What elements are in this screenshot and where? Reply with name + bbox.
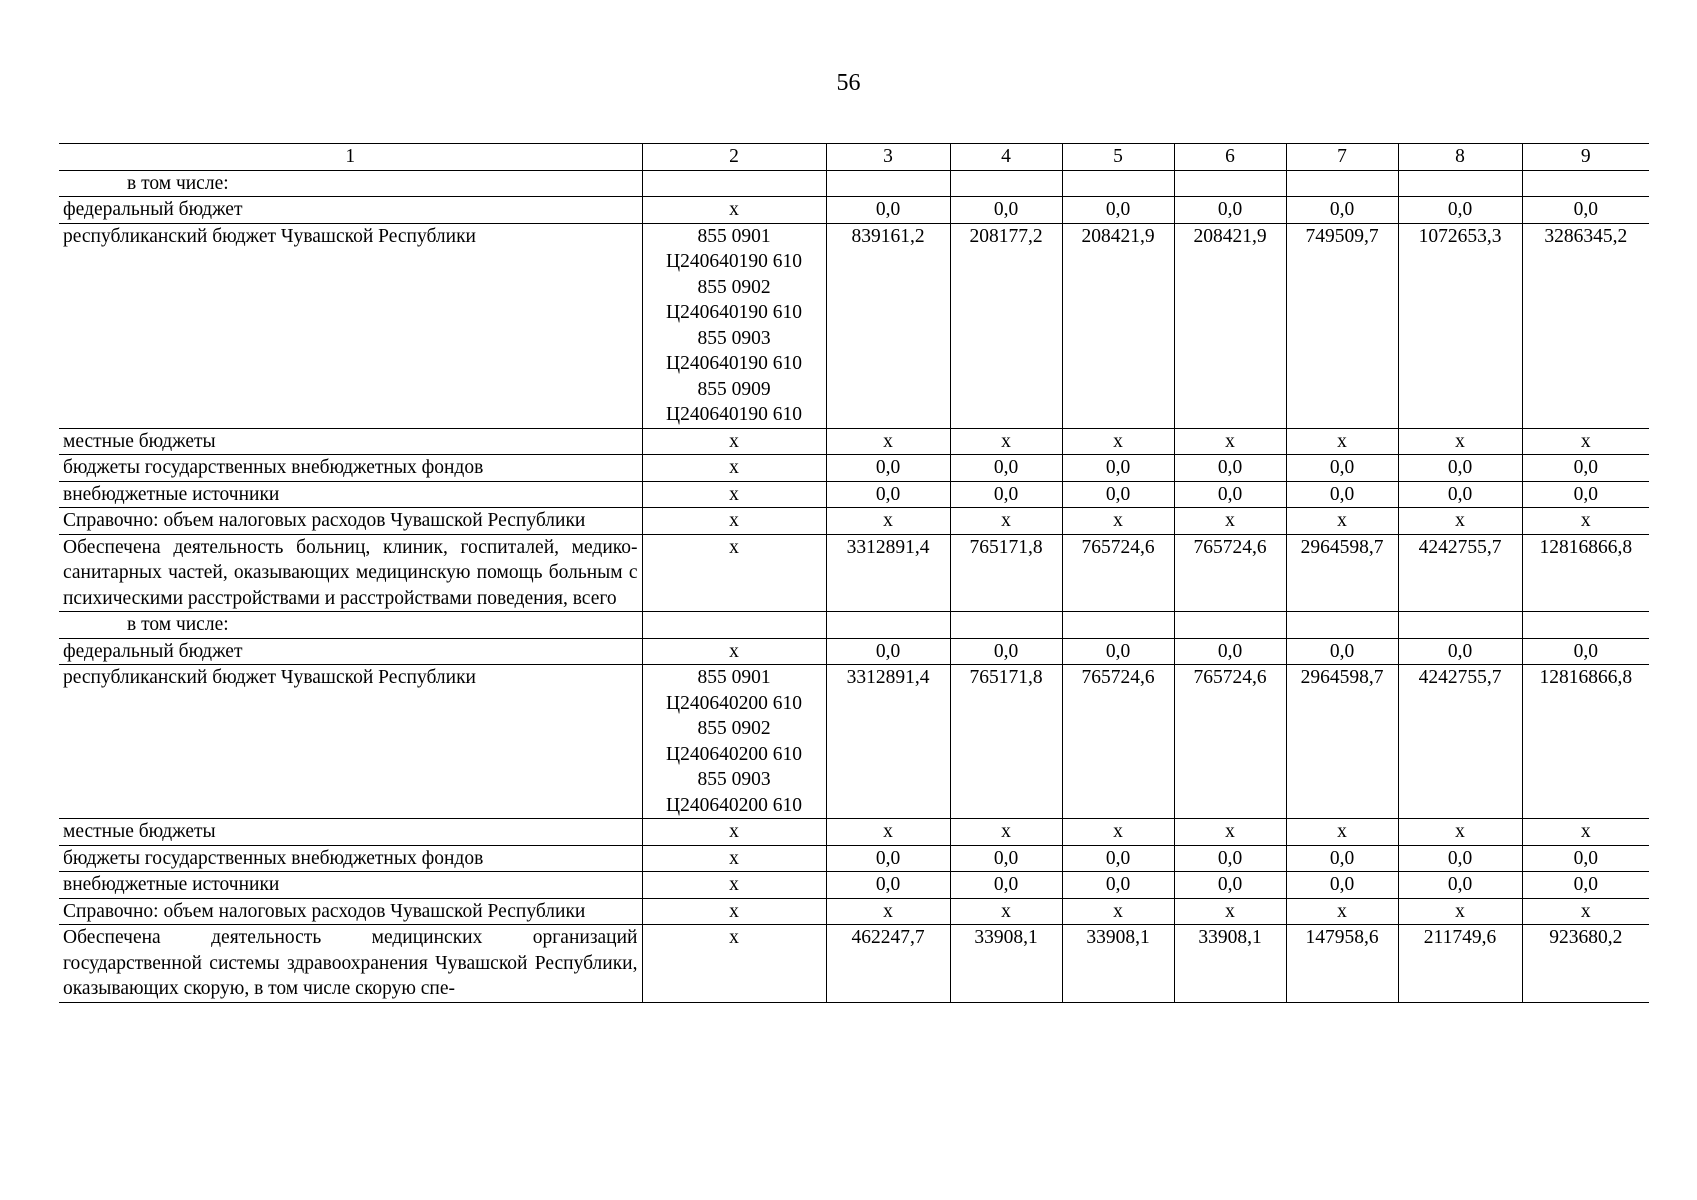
value-cell: 0,0 [1286, 455, 1398, 482]
budget-code-cell [642, 638, 826, 665]
value-cell: 0,0 [1398, 845, 1522, 872]
value-cell: 3312891,4 [826, 665, 950, 819]
row-label: Справочно: объем налоговых расходов Чувашской Республики [59, 508, 642, 535]
value-cell: x [950, 428, 1062, 455]
budget-code-cell [642, 665, 826, 819]
value-cell: 0,0 [1398, 638, 1522, 665]
value-cell: 765171,8 [950, 665, 1062, 819]
budget-code-line: Ц240640200 610 [666, 692, 802, 714]
table-row [59, 197, 1649, 224]
value-cell: 0,0 [950, 455, 1062, 482]
value-cell [826, 612, 950, 639]
column-number: 5 [1062, 144, 1174, 171]
value-cell: x [1398, 898, 1522, 925]
value-cell: 0,0 [1174, 197, 1286, 224]
table-row [59, 819, 1649, 846]
value-cell: 147958,6 [1286, 925, 1398, 1003]
value-cell: 0,0 [1522, 481, 1649, 508]
value-cell: x [826, 898, 950, 925]
value-cell: 0,0 [826, 845, 950, 872]
value-cell: x [1522, 898, 1649, 925]
value-cell: 0,0 [1286, 872, 1398, 899]
value-cell: x [950, 508, 1062, 535]
value-cell: 0,0 [1062, 638, 1174, 665]
budget-code-line: x [729, 536, 739, 558]
budget-code-line: 855 0901 [697, 667, 771, 688]
value-cell: 0,0 [1522, 197, 1649, 224]
budget-code-line: x [729, 900, 739, 922]
budget-code-cell [642, 455, 826, 482]
value-cell: x [1398, 819, 1522, 846]
value-cell: x [1286, 508, 1398, 535]
value-cell: x [1286, 898, 1398, 925]
value-cell: 765171,8 [950, 534, 1062, 612]
budget-code-cell [642, 819, 826, 846]
budget-code-line: 855 0903 [697, 327, 771, 349]
value-cell: x [1174, 508, 1286, 535]
budget-code-line: x [729, 457, 739, 478]
value-cell: 0,0 [826, 197, 950, 224]
column-number: 2 [642, 144, 826, 171]
value-cell: 33908,1 [950, 925, 1062, 1003]
value-cell: 0,0 [1286, 638, 1398, 665]
value-cell: 33908,1 [1174, 925, 1286, 1003]
page-number: 56 [836, 70, 861, 96]
value-cell: 3312891,4 [826, 534, 950, 612]
row-label: республиканский бюджет Чувашской Республики [59, 223, 642, 428]
table-row [59, 455, 1649, 482]
value-cell: 0,0 [1062, 481, 1174, 508]
value-cell: 211749,6 [1398, 925, 1522, 1003]
row-label: Справочно: объем налоговых расходов Чувашской Республики [59, 898, 642, 925]
table-row [59, 481, 1649, 508]
row-label: Обеспечена деятельность медицинских организаций государственной системы здравоохранения Чувашской Республики, оказывающих скорую, в том числе скорую спе- [59, 925, 642, 1003]
value-cell: 2964598,7 [1286, 534, 1398, 612]
value-cell: 0,0 [1174, 455, 1286, 482]
budget-code-cell [642, 481, 826, 508]
budget-code-cell [642, 428, 826, 455]
value-cell: x [950, 898, 1062, 925]
budget-code-line: 855 0902 [697, 276, 771, 298]
column-number: 6 [1174, 144, 1286, 171]
row-label: местные бюджеты [59, 428, 642, 455]
value-cell: x [1174, 898, 1286, 925]
value-cell: 2964598,7 [1286, 665, 1398, 819]
value-cell: 0,0 [1062, 872, 1174, 899]
value-cell: x [1062, 819, 1174, 846]
value-cell: 12816866,8 [1522, 665, 1649, 819]
value-cell: 0,0 [950, 845, 1062, 872]
budget-code-cell [642, 223, 826, 428]
value-cell [1522, 170, 1649, 197]
budget-table [59, 143, 1649, 1003]
value-cell: 3286345,2 [1522, 223, 1649, 428]
table-row [59, 223, 1649, 428]
value-cell: 0,0 [1522, 845, 1649, 872]
value-cell: 0,0 [950, 481, 1062, 508]
value-cell: 0,0 [1174, 638, 1286, 665]
value-cell: x [950, 819, 1062, 846]
row-label: республиканский бюджет Чувашской Республики [59, 665, 642, 819]
table-row [59, 898, 1649, 925]
value-cell [1174, 170, 1286, 197]
column-number: 8 [1398, 144, 1522, 171]
value-cell: x [1174, 819, 1286, 846]
column-number: 4 [950, 144, 1062, 171]
value-cell: 0,0 [826, 455, 950, 482]
budget-code-cell [642, 508, 826, 535]
row-label: федеральный бюджет [59, 197, 642, 224]
column-number: 1 [59, 144, 642, 171]
budget-code-line: Ц240640190 610 [666, 353, 802, 374]
table-body [59, 144, 1649, 1003]
row-label: федеральный бюджет [59, 638, 642, 665]
table-row [59, 872, 1649, 899]
value-cell: 749509,7 [1286, 223, 1398, 428]
budget-code-line: x [729, 847, 739, 869]
value-cell: 0,0 [950, 197, 1062, 224]
value-cell: x [1174, 428, 1286, 455]
budget-code-line: Ц240640200 610 [666, 794, 802, 816]
value-cell: 0,0 [1174, 845, 1286, 872]
value-cell: 4242755,7 [1398, 534, 1522, 612]
budget-code-line: x [729, 510, 739, 531]
table-row [59, 665, 1649, 819]
budget-code-cell [642, 612, 826, 639]
value-cell: 0,0 [1398, 197, 1522, 224]
budget-code-cell [642, 170, 826, 197]
row-label: бюджеты государственных внебюджетных фондов [59, 455, 642, 482]
budget-code-line: x [729, 821, 739, 842]
value-cell: x [1398, 508, 1522, 535]
value-cell: 0,0 [1522, 638, 1649, 665]
column-number: 9 [1522, 144, 1649, 171]
row-label: в том числе: [59, 612, 642, 639]
budget-code-line: Ц240640190 610 [666, 404, 802, 425]
row-label: местные бюджеты [59, 819, 642, 846]
value-cell: 0,0 [826, 481, 950, 508]
budget-code-line: 855 0902 [697, 718, 771, 739]
value-cell: x [1398, 428, 1522, 455]
budget-code-line: 855 0901 [697, 225, 771, 247]
table-row [59, 428, 1649, 455]
value-cell: 0,0 [1522, 872, 1649, 899]
value-cell: x [1522, 819, 1649, 846]
budget-code-line: x [729, 927, 739, 948]
value-cell: 839161,2 [826, 223, 950, 428]
value-cell: 0,0 [1286, 845, 1398, 872]
value-cell [1062, 612, 1174, 639]
budget-code-cell [642, 872, 826, 899]
value-cell: 0,0 [1286, 197, 1398, 224]
value-cell: 0,0 [1062, 845, 1174, 872]
budget-code-line: x [729, 430, 739, 452]
value-cell: 208421,9 [1174, 223, 1286, 428]
value-cell: x [826, 819, 950, 846]
budget-code-line: x [729, 640, 739, 662]
budget-code-line: 855 0909 [697, 378, 771, 400]
value-cell: 765724,6 [1174, 534, 1286, 612]
table-row [59, 508, 1649, 535]
value-cell: 0,0 [1286, 481, 1398, 508]
table-row [59, 534, 1649, 612]
value-cell: 12816866,8 [1522, 534, 1649, 612]
budget-code-line: x [729, 874, 739, 895]
budget-code-cell [642, 845, 826, 872]
value-cell: 1072653,3 [1398, 223, 1522, 428]
value-cell: x [1286, 819, 1398, 846]
budget-code-line: x [729, 199, 739, 220]
value-cell: x [1286, 428, 1398, 455]
value-cell [1062, 170, 1174, 197]
budget-code-line: Ц240640190 610 [666, 251, 802, 272]
budget-code-line: x [729, 483, 739, 505]
value-cell: x [1522, 508, 1649, 535]
value-cell: x [1522, 428, 1649, 455]
row-label: в том числе: [59, 170, 642, 197]
budget-code-line: Ц240640190 610 [666, 302, 802, 323]
column-number: 7 [1286, 144, 1398, 171]
row-label: внебюджетные источники [59, 481, 642, 508]
value-cell: 0,0 [826, 872, 950, 899]
value-cell [1286, 612, 1398, 639]
value-cell: 0,0 [826, 638, 950, 665]
row-label: внебюджетные источники [59, 872, 642, 899]
value-cell: x [826, 508, 950, 535]
budget-code-cell [642, 197, 826, 224]
value-cell: 0,0 [950, 872, 1062, 899]
value-cell: x [1062, 508, 1174, 535]
value-cell [1398, 170, 1522, 197]
table-row [59, 638, 1649, 665]
value-cell: 923680,2 [1522, 925, 1649, 1003]
value-cell [950, 612, 1062, 639]
row-label: бюджеты государственных внебюджетных фондов [59, 845, 642, 872]
value-cell [1174, 612, 1286, 639]
value-cell [826, 170, 950, 197]
row-label: Обеспечена деятельность больниц, клиник, госпиталей, медико-санитарных частей, оказывающих медицинскую помощь больным с психическими расстройствами и расстройствами поведения, всего [59, 534, 642, 612]
value-cell: 0,0 [1398, 872, 1522, 899]
value-cell: 0,0 [1522, 455, 1649, 482]
value-cell [950, 170, 1062, 197]
value-cell: 0,0 [1062, 197, 1174, 224]
value-cell: 0,0 [1174, 481, 1286, 508]
value-cell: 765724,6 [1062, 665, 1174, 819]
table-row [59, 170, 1649, 197]
value-cell: 0,0 [1398, 455, 1522, 482]
budget-code-cell [642, 925, 826, 1003]
value-cell: 208177,2 [950, 223, 1062, 428]
value-cell: 208421,9 [1062, 223, 1174, 428]
value-cell: 462247,7 [826, 925, 950, 1003]
value-cell: 0,0 [1398, 481, 1522, 508]
value-cell: 0,0 [1174, 872, 1286, 899]
table-row [59, 925, 1649, 1003]
value-cell: 0,0 [950, 638, 1062, 665]
value-cell: 4242755,7 [1398, 665, 1522, 819]
value-cell: x [1062, 428, 1174, 455]
column-number: 3 [826, 144, 950, 171]
value-cell: 0,0 [1062, 455, 1174, 482]
value-cell: 33908,1 [1062, 925, 1174, 1003]
budget-code-line: 855 0903 [697, 769, 771, 790]
column-number-row [59, 144, 1649, 171]
value-cell: 765724,6 [1174, 665, 1286, 819]
budget-code-cell [642, 534, 826, 612]
value-cell [1398, 612, 1522, 639]
budget-code-cell [642, 898, 826, 925]
table-row [59, 612, 1649, 639]
table-row [59, 845, 1649, 872]
value-cell: x [826, 428, 950, 455]
value-cell: x [1062, 898, 1174, 925]
value-cell [1522, 612, 1649, 639]
budget-code-line: Ц240640200 610 [666, 743, 802, 765]
value-cell: 765724,6 [1062, 534, 1174, 612]
value-cell [1286, 170, 1398, 197]
